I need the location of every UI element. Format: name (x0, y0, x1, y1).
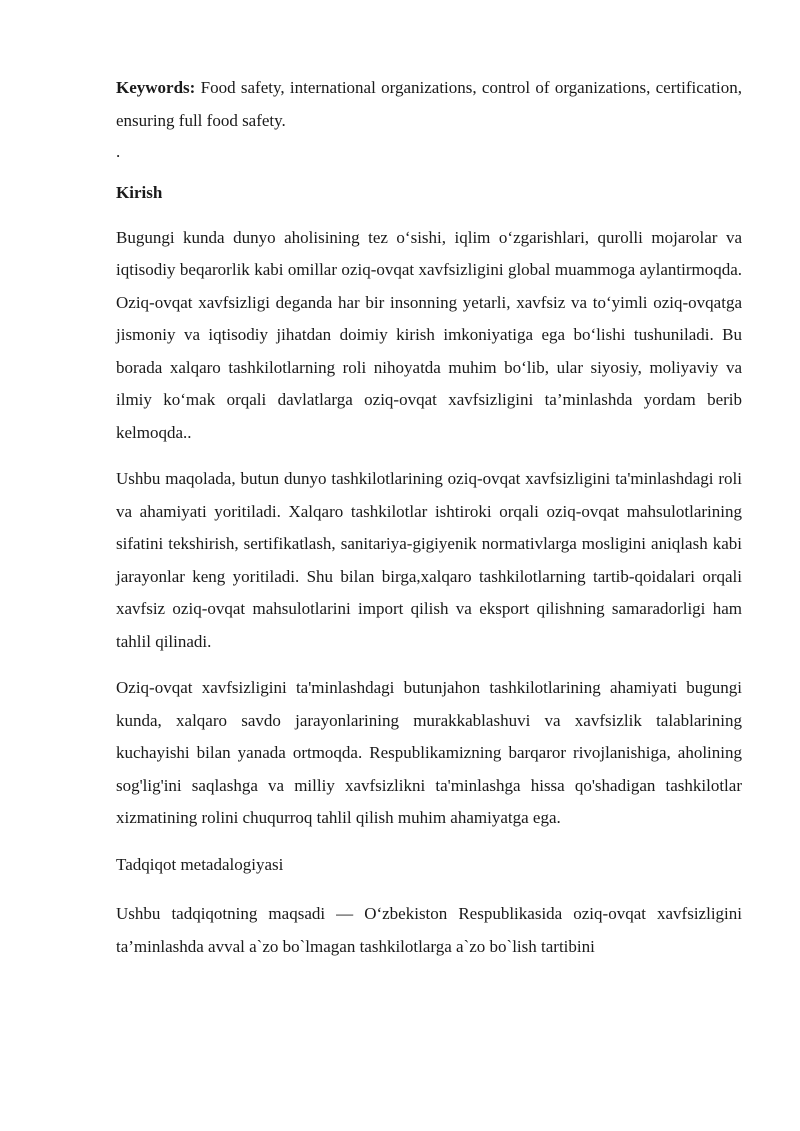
keywords-text: Food safety, international organizations, control of organizations, certification, ensuring full food safety. (116, 78, 743, 130)
intro-paragraph-2: Ushbu maqolada, butun dunyo tashkilotlarining oziq-ovqat xavfsizligini ta'minlashdagi roli va ahamiyati yoritiladi. Xalqaro tashkilotlar ishtiroki orqali oziq-ovqat mahsulotlarining sifatini tekshirish, sertifikatlash, sanitariya-gigiyenik normativlarga mosligini aniqlash kabi jarayonlar keng yoritiladi. Shu bilan birga,xalqaro tashkilotlarning tartib-qoidalari orqali xavfsiz oziq-ovqat mahsulotlarini import qilish va eksport qilishning samaradorligi ham tahlil qilinadi. (116, 469, 742, 651)
intro-paragraph-1: Bugungi kunda dunyo aholisining tez o‘sishi, iqlim o‘zgarishlari, qurolli mojarolar va iqtisodiy beqarorlik kabi omillar oziq-ovqat xavfsizligini global muammoga aylantirmoqda. Oziq-ovqat xavfsizligi deganda har bir insonning yetarli, xavfsiz va to‘yimli oziq-ovqatga jismoniy va iqtisodiy jihatdan doimiy kirish imkoniyatiga ega bo‘lishi tushuniladi. Bu borada xalqaro tashkilotlarning roli nihoyatda muhim bo‘lib, ular siyosiy, moliyaviy va ilmiy ko‘mak orqali davlatlarga oziq-ovqat xavfsizligini ta’minlashda yordam berib kelmoqda.. (116, 227, 742, 442)
separator-dot: . (116, 142, 121, 161)
methodology-heading: Tadqiqot metadalogiyasi (116, 854, 284, 874)
keywords-paragraph (116, 72, 742, 137)
document-page (116, 72, 742, 963)
methodology-paragraph: Ushbu tadqiqotning maqsadi — O‘zbekiston Respublikasida oziq-ovqat xavfsizligini ta’minlashda avval a`zo bo`lmagan tashkilotlarga a`zo bo`lish tartibini (116, 904, 742, 956)
intro-paragraph-3: Oziq-ovqat xavfsizligini ta'minlashdagi butunjahon tashkilotlarining ahamiyati bugungi kunda, xalqaro savdo jarayonlarining murakkablashuvi va xavfsizlik talablarining kuchayishi bilan yanada ortmoqda. Respublikamizning barqaror rivojlanishiga, aholining sog'lig'ini saqlashga va milliy xavfsizlikni ta'minlashga hissa qo'shadigan tashkilotlar xizmatining rolini chuqurroq tahlil qilish muhim ahamiyatga ega. (116, 678, 742, 827)
section-heading: Kirish (116, 183, 163, 202)
keywords-label: Keywords: (116, 78, 196, 97)
